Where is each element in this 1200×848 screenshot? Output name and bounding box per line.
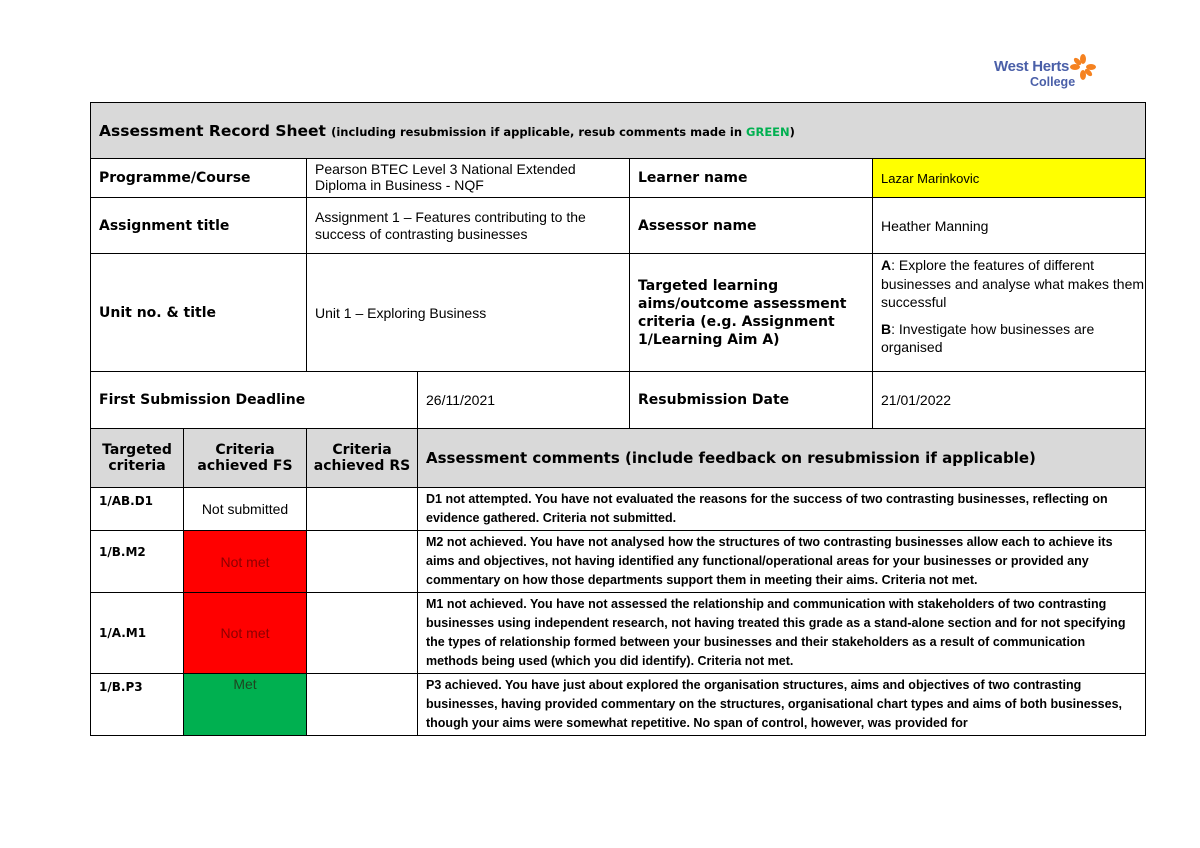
criteria-rs	[307, 488, 418, 531]
criteria-comment: D1 not attempted. You have not evaluated the reasons for the success of two contrasting businesses, reflecting on evidence gathered. Criteria not submitted.	[418, 488, 1146, 531]
table-row	[91, 674, 1146, 736]
programme-label: Programme/Course	[91, 159, 307, 198]
deadline-label: First Submission Deadline	[91, 372, 418, 429]
criteria-code: 1/AB.D1	[91, 488, 184, 531]
college-logo	[994, 54, 1104, 94]
flower-icon	[1070, 54, 1096, 80]
aim-a-text: : Explore the features of different businesses and analyse what makes them successful	[881, 257, 1145, 310]
sheet-title: Assessment Record Sheet	[99, 122, 326, 140]
criteria-rs	[307, 531, 418, 593]
aim-b-letter: B	[881, 320, 892, 337]
header-targeted: Targeted criteria	[91, 429, 184, 488]
assessor-value: Heather Manning	[873, 198, 1146, 254]
header-comments: Assessment comments (include feedback on resubmission if applicable)	[418, 429, 1146, 488]
sheet-subtitle-suffix: )	[789, 125, 795, 139]
assessment-record-table	[90, 102, 1146, 736]
criteria-comment: M2 not achieved. You have not analysed how the structures of two contrasting businesses allow each to achieve its aims and objectives, not having identified any functional/operational areas for your businesses or provided any commentary on how those departments support them in meeting their aims. Criteria not met.	[418, 531, 1146, 593]
sheet-subtitle-green: GREEN	[746, 125, 790, 139]
criteria-rs	[307, 593, 418, 674]
resub-label: Resubmission Date	[630, 372, 873, 429]
criteria-code: 1/B.P3	[91, 674, 184, 736]
assignment-label: Assignment title	[91, 198, 307, 254]
criteria-fs: Not submitted	[184, 488, 307, 531]
criteria-code: 1/A.M1	[91, 593, 184, 674]
unit-label: Unit no. & title	[91, 254, 307, 372]
criteria-comment: P3 achieved. You have just about explored the organisation structures, aims and objectives of two contrasting businesses, having provided commentary on the structures, organisational chart types and aims of both businesses, though your aims were somewhat repetitive. No span of control, however, was provided for	[418, 674, 1146, 736]
table-row	[91, 531, 1146, 593]
sheet-title-cell	[91, 103, 1146, 159]
table-row	[91, 488, 1146, 531]
aim-b	[881, 320, 1145, 357]
resub-value: 21/01/2022	[873, 372, 1146, 429]
criteria-code: 1/B.M2	[91, 531, 184, 593]
deadline-value: 26/11/2021	[418, 372, 630, 429]
assignment-value: Assignment 1 – Features contributing to the success of contrasting businesses	[307, 198, 630, 254]
header-achieved-fs: Criteria achieved FS	[184, 429, 307, 488]
programme-value: Pearson BTEC Level 3 National Extended Diploma in Business - NQF	[307, 159, 630, 198]
header-achieved-rs: Criteria achieved RS	[307, 429, 418, 488]
aims-label: Targeted learning aims/outcome assessment criteria (e.g. Assignment 1/Learning Aim A)	[630, 254, 873, 372]
sheet-subtitle-prefix: (including resubmission if applicable, resub comments made in	[331, 125, 747, 139]
logo-line1: West Herts	[994, 58, 1070, 75]
table-row	[91, 593, 1146, 674]
criteria-comment: M1 not achieved. You have not assessed the relationship and communication with stakeholders of two contrasting businesses using independent research, not having treated this grade as a stand-alone section and for not specifying the types of relationship formed between your businesses and their stakeholders as a result of communication methods being used (which you did identify). Criteria not met.	[418, 593, 1146, 674]
criteria-fs: Not met	[184, 593, 307, 674]
logo-line2: College	[1030, 75, 1076, 89]
criteria-fs: Met	[184, 674, 307, 736]
learner-value: Lazar Marinkovic	[873, 159, 1146, 198]
aim-a	[881, 256, 1145, 312]
criteria-rs	[307, 674, 418, 736]
aim-b-text: : Investigate how businesses are organised	[881, 320, 1095, 355]
unit-value: Unit 1 – Exploring Business	[307, 254, 630, 372]
criteria-fs: Not met	[184, 531, 307, 593]
assessor-label: Assessor name	[630, 198, 873, 254]
aim-a-letter: A	[881, 257, 892, 273]
aims-value	[873, 254, 1146, 372]
learner-label: Learner name	[630, 159, 873, 198]
